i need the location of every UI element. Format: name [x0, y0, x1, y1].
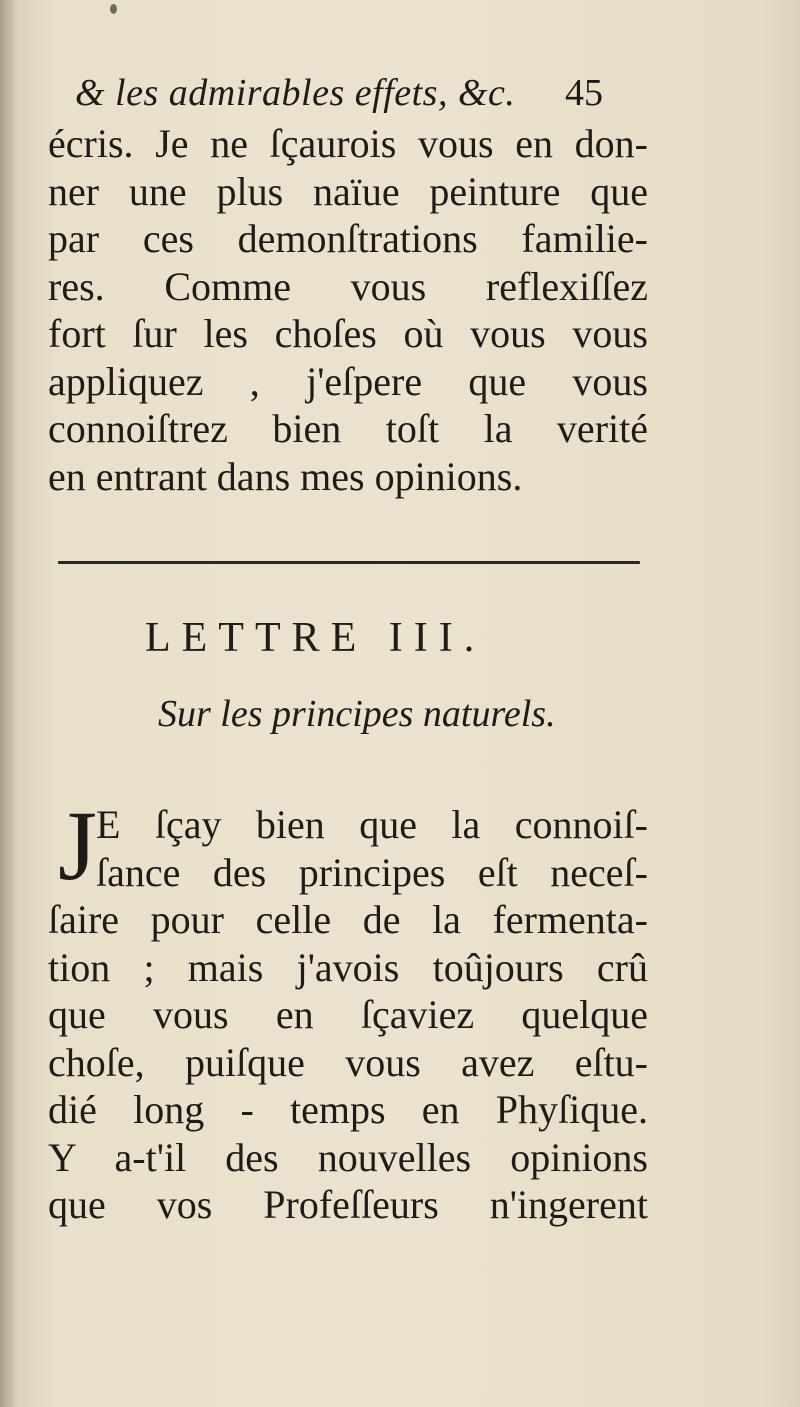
paragraph-2: [48, 801, 648, 1229]
letter-subtitle: Sur les principes naturels.: [158, 693, 556, 735]
running-head: & les admirables effets, &c.: [75, 72, 516, 114]
page-gutter: [0, 0, 14, 1407]
text-line: ſance des principes eſt neceſ-: [96, 849, 648, 895]
text-line: Y a-t'il des nouvelles opinions: [48, 1134, 648, 1180]
horizontal-rule: [58, 561, 640, 564]
text-line: appliquez , j'eſpere que vous: [48, 358, 648, 404]
letter-title: LETTRE III.: [145, 615, 486, 661]
drop-cap: J: [58, 790, 97, 901]
text-line: tion ; mais j'avois toûjours crû: [48, 944, 648, 990]
text-line: connoiſtrez bien toſt la verité: [48, 406, 648, 451]
text-line: res. Comme vous reflexiſſez: [48, 263, 648, 309]
text-line: en entrant dans mes opinions.: [48, 453, 523, 499]
text-line: par ces demonſtrations familie-: [48, 216, 648, 261]
text-line: écris. Je ne ſçaurois vous en don-: [48, 121, 648, 166]
text-line: fort ſur les choſes où vous vous: [48, 311, 648, 356]
text-line: que vous en ſçaviez quelque: [48, 992, 648, 1037]
page-number: 45: [565, 72, 603, 114]
paragraph-1: [48, 120, 648, 500]
text-line: ſaire pour celle de la fermenta-: [48, 897, 648, 942]
ink-speck: [110, 4, 117, 14]
text-line: E ſçay bien que la connoiſ-: [96, 802, 648, 847]
text-line: que vos Profeſſeurs n'ingerent: [48, 1182, 648, 1227]
text-line: dié long - temps en Phyſique.: [48, 1087, 648, 1132]
text-line: choſe, puiſque vous avez eſtu-: [48, 1039, 648, 1085]
text-line: ner une plus naïue peinture que: [48, 168, 648, 214]
